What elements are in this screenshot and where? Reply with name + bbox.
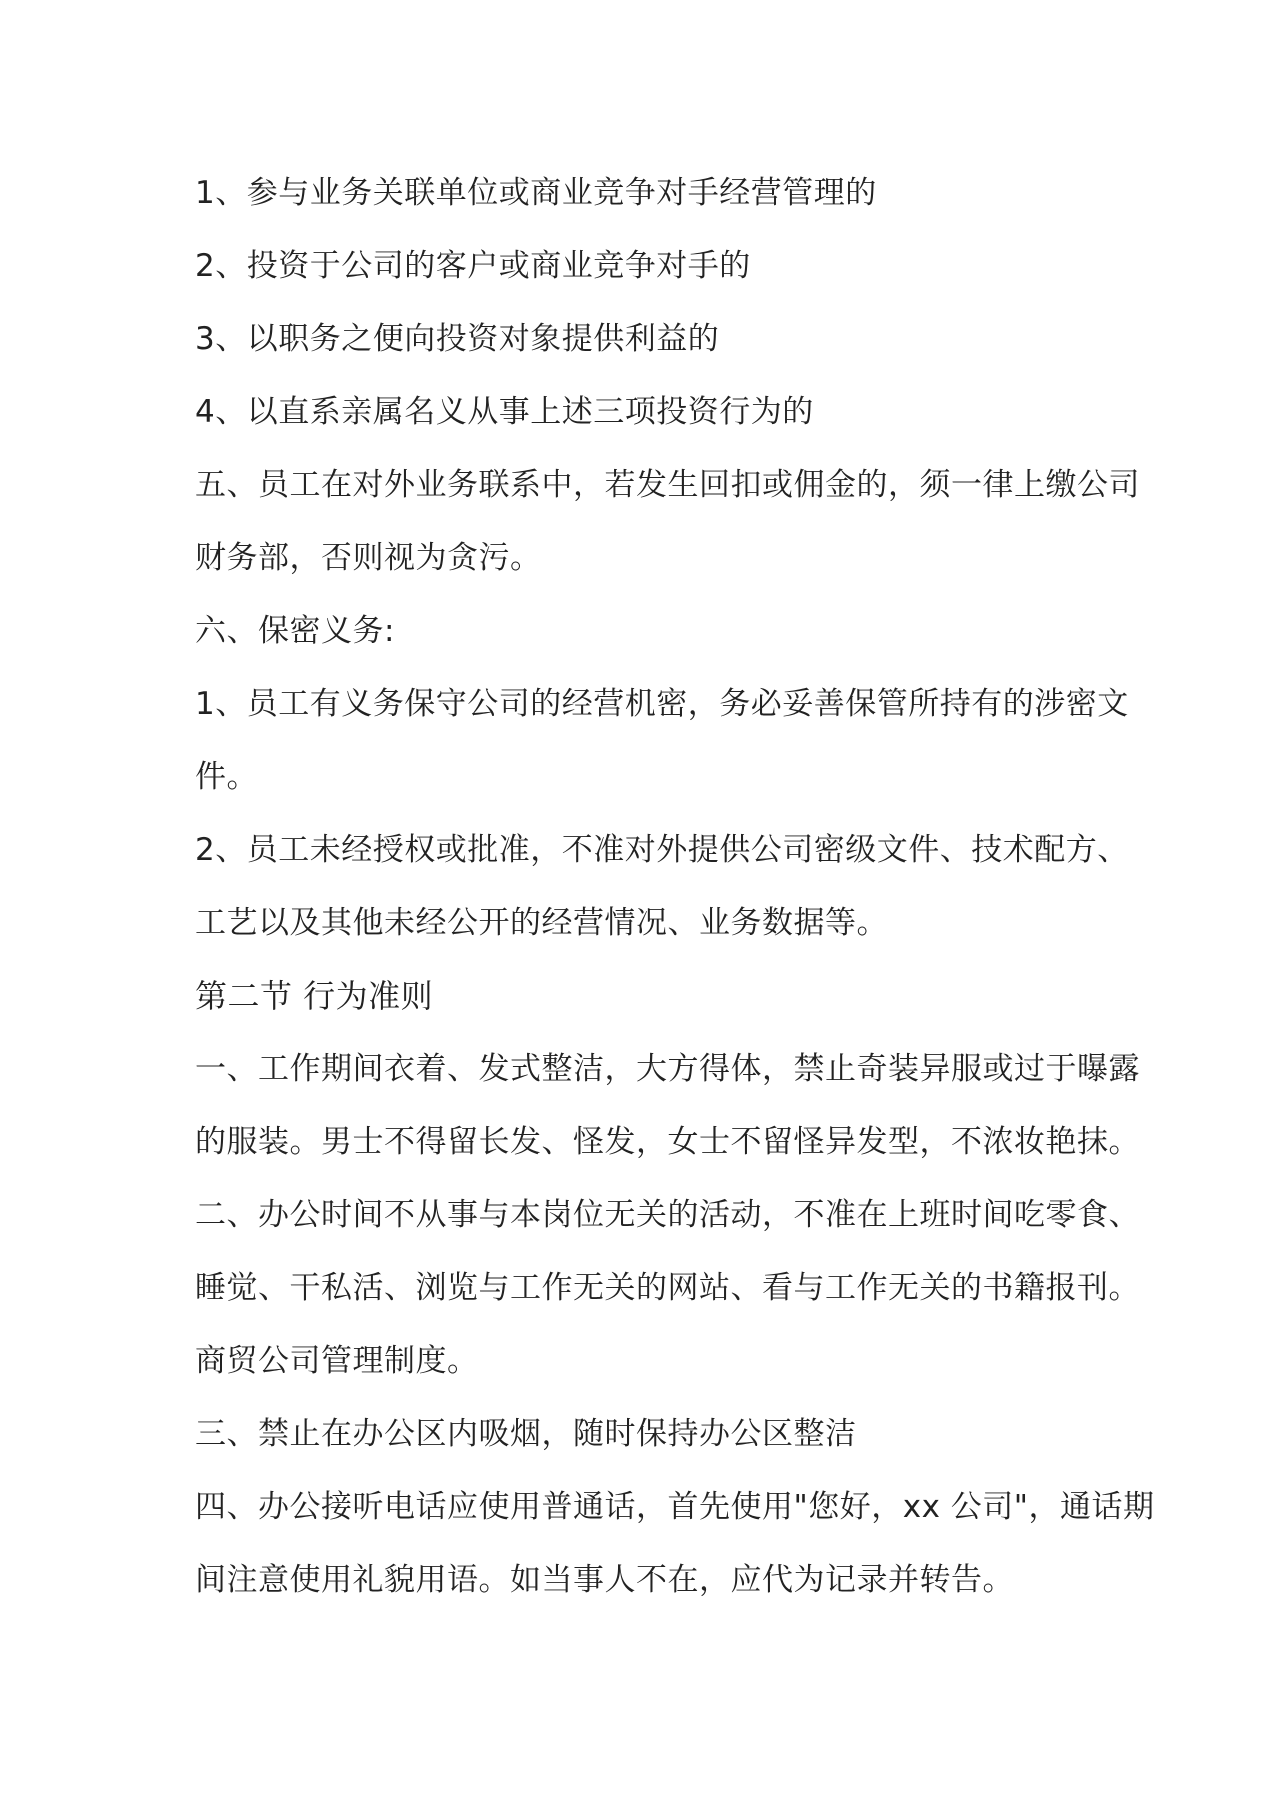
text-line: 1、员工有义务保守公司的经营机密，务必妥善保管所持有的涉密文 — [195, 686, 1129, 722]
text-line: 工艺以及其他未经公开的经营情况、业务数据等。 — [195, 905, 888, 941]
text-line: 一、工作期间衣着、发式整洁，大方得体，禁止奇装异服或过于曝露 — [195, 1051, 1140, 1087]
text-line: 三、禁止在办公区内吸烟，随时保持办公区整洁 — [195, 1416, 857, 1452]
section-heading: 第二节 行为准则 — [195, 977, 434, 1015]
text-line: 4、以直系亲属名义从事上述三项投资行为的 — [195, 394, 814, 430]
text-line: 间注意使用礼貌用语。如当事人不在，应代为记录并转告。 — [195, 1562, 1014, 1598]
text-line: 商贸公司管理制度。 — [195, 1343, 479, 1379]
text-line: 的服装。男士不得留长发、怪发，女士不留怪异发型，不浓妆艳抹。 — [195, 1124, 1140, 1160]
text-line: 2、投资于公司的客户或商业竞争对手的 — [195, 248, 751, 284]
text-line: 四、办公接听电话应使用普通话，首先使用"您好，xx 公司"，通话期 — [195, 1489, 1155, 1525]
text-line: 3、以职务之便向投资对象提供利益的 — [195, 321, 720, 357]
text-line: 1、参与业务关联单位或商业竞争对手经营管理的 — [195, 175, 877, 211]
text-line: 2、员工未经授权或批准，不准对外提供公司密级文件、技术配方、 — [195, 832, 1129, 868]
text-line: 件。 — [195, 759, 258, 795]
text-line: 六、保密义务: — [195, 613, 395, 649]
text-line: 二、办公时间不从事与本岗位无关的活动，不准在上班时间吃零食、 — [195, 1197, 1140, 1233]
text-line: 睡觉、干私活、浏览与工作无关的网站、看与工作无关的书籍报刊。 — [195, 1270, 1140, 1306]
text-line: 五、员工在对外业务联系中，若发生回扣或佣金的，须一律上缴公司 — [195, 467, 1140, 503]
text-line: 财务部，否则视为贪污。 — [195, 540, 542, 576]
